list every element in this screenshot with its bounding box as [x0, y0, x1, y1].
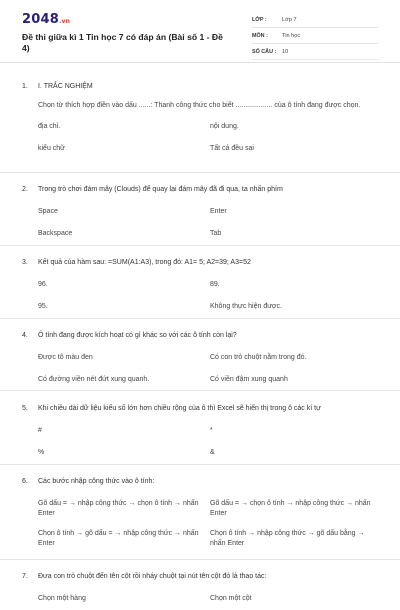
answer-grid — [38, 353, 400, 385]
meta-row-subject — [252, 28, 378, 44]
question-prompt: Chọn từ thích hợp điền vào dấu ......: Thanh công thức cho biết ................... của ô tính đang được chọn. — [38, 102, 361, 109]
question-item — [0, 74, 400, 173]
answer-option[interactable]: Có viền đậm xung quanh — [210, 376, 288, 383]
answer-option[interactable]: Chọn một cột — [210, 595, 252, 602]
question-text: I. TRẮC NGHIỆM — [38, 83, 93, 90]
meta-label: MÔN : — [252, 32, 268, 39]
question-number: 1. — [22, 83, 28, 90]
answer-option[interactable]: & — [210, 449, 215, 456]
answer-grid — [38, 207, 400, 239]
answer-option[interactable]: Không thực hiện được. — [210, 303, 282, 310]
question-text: Khi chiều dài dữ liệu kiểu số lớn hơn chiều rộng của ô thì Excel sẽ hiển thị trong ô các kí tự — [38, 405, 321, 412]
answer-option[interactable]: địa chỉ. — [38, 123, 61, 130]
answer-grid — [38, 594, 400, 604]
question-text: Đưa con trỏ chuột đến tên cột rồi nháy chuột tại nút tên cột đó là thao tác: — [38, 573, 267, 580]
question-text: Các bước nhập công thức vào ô tính: — [38, 478, 155, 485]
answer-option[interactable]: Gõ dấu = → chọn ô tính → nhập công thức → nhấn Enter — [210, 500, 371, 517]
answer-option[interactable]: Gõ dấu = → nhập công thức → chọn ô tính → nhấn Enter — [38, 500, 199, 517]
answer-grid — [38, 499, 400, 549]
question-header — [22, 572, 400, 582]
answer-option[interactable]: Backspace — [38, 230, 73, 237]
answer-option[interactable]: Có con trỏ chuột nằm trong đó. — [210, 354, 307, 361]
question-text: Trong trò chơi đám mây (Clouds) để quay lại đám mây đã đi qua, ta nhấn phím — [38, 186, 283, 193]
question-item — [0, 246, 400, 319]
answer-option[interactable]: Space — [38, 208, 58, 215]
meta-label: LỚP : — [252, 16, 267, 23]
meta-value: Lớp 7 — [282, 16, 297, 23]
answer-option[interactable]: kiểu chữ — [38, 145, 65, 152]
answer-option[interactable]: 96. — [38, 281, 48, 288]
answer-grid — [38, 280, 400, 312]
exam-meta — [252, 12, 378, 60]
answer-option[interactable]: 95. — [38, 303, 48, 310]
question-number: 5. — [22, 405, 28, 412]
logo-text: 2048 — [22, 12, 59, 27]
question-header — [22, 404, 400, 414]
question-number: 3. — [22, 259, 28, 266]
question-number: 4. — [22, 332, 28, 339]
question-header — [22, 185, 400, 195]
meta-value: 10 — [282, 48, 289, 55]
answer-option[interactable]: Có đường viền nét đứt xung quanh. — [38, 376, 150, 383]
exam-title: Đề thi giữa kì 1 Tin học 7 có đáp án (Bài số 1 - Đề 4) — [22, 32, 223, 53]
answer-option[interactable]: nội dung. — [210, 123, 239, 130]
question-number: 7. — [22, 573, 28, 580]
answer-grid — [38, 426, 400, 458]
page-header — [0, 0, 400, 63]
answer-option[interactable]: 89. — [210, 281, 220, 288]
question-item — [0, 465, 400, 560]
answer-option[interactable]: Enter — [210, 208, 227, 215]
answer-option[interactable]: Chọn một hàng — [38, 595, 86, 602]
question-item — [0, 391, 400, 465]
question-text: Kết quả của hàm sau: =SUM(A1:A3), trong đó: A1= 5; A2=39; A3=52 — [38, 259, 251, 266]
question-item — [0, 173, 400, 246]
answer-option[interactable]: Được tô màu đen — [38, 354, 93, 361]
answer-option[interactable]: Chọn ô tính → nhập công thức → gõ dấu bằng → nhấn Enter — [210, 530, 365, 547]
question-number: 2. — [22, 186, 28, 193]
meta-label: SỐ CÂU : — [252, 48, 277, 55]
question-header — [22, 82, 400, 92]
meta-value: Tin học — [282, 32, 301, 39]
question-header — [22, 331, 400, 341]
answer-option[interactable]: Chọn ô tính → gõ dấu = → nhập công thức → nhấn Enter — [38, 530, 199, 547]
question-list — [0, 74, 400, 610]
answer-option[interactable]: Tất cả đều sai — [210, 145, 254, 152]
meta-row-count — [252, 44, 378, 60]
question-item — [0, 319, 400, 391]
answer-option[interactable]: # — [38, 427, 42, 434]
question-item — [0, 560, 400, 610]
question-header — [22, 258, 400, 268]
answer-option[interactable]: Tab — [210, 230, 222, 237]
question-header — [22, 477, 400, 487]
answer-grid — [38, 122, 400, 154]
meta-row-class — [252, 12, 378, 28]
question-number: 6. — [22, 478, 28, 485]
answer-option[interactable]: % — [38, 449, 45, 456]
answer-option[interactable]: * — [210, 427, 213, 434]
question-text: Ô tính đang được kích hoạt có gì khác so với các ô tính còn lại? — [38, 332, 237, 339]
logo-suffix: .vn — [58, 18, 71, 25]
site-logo[interactable] — [22, 12, 70, 27]
